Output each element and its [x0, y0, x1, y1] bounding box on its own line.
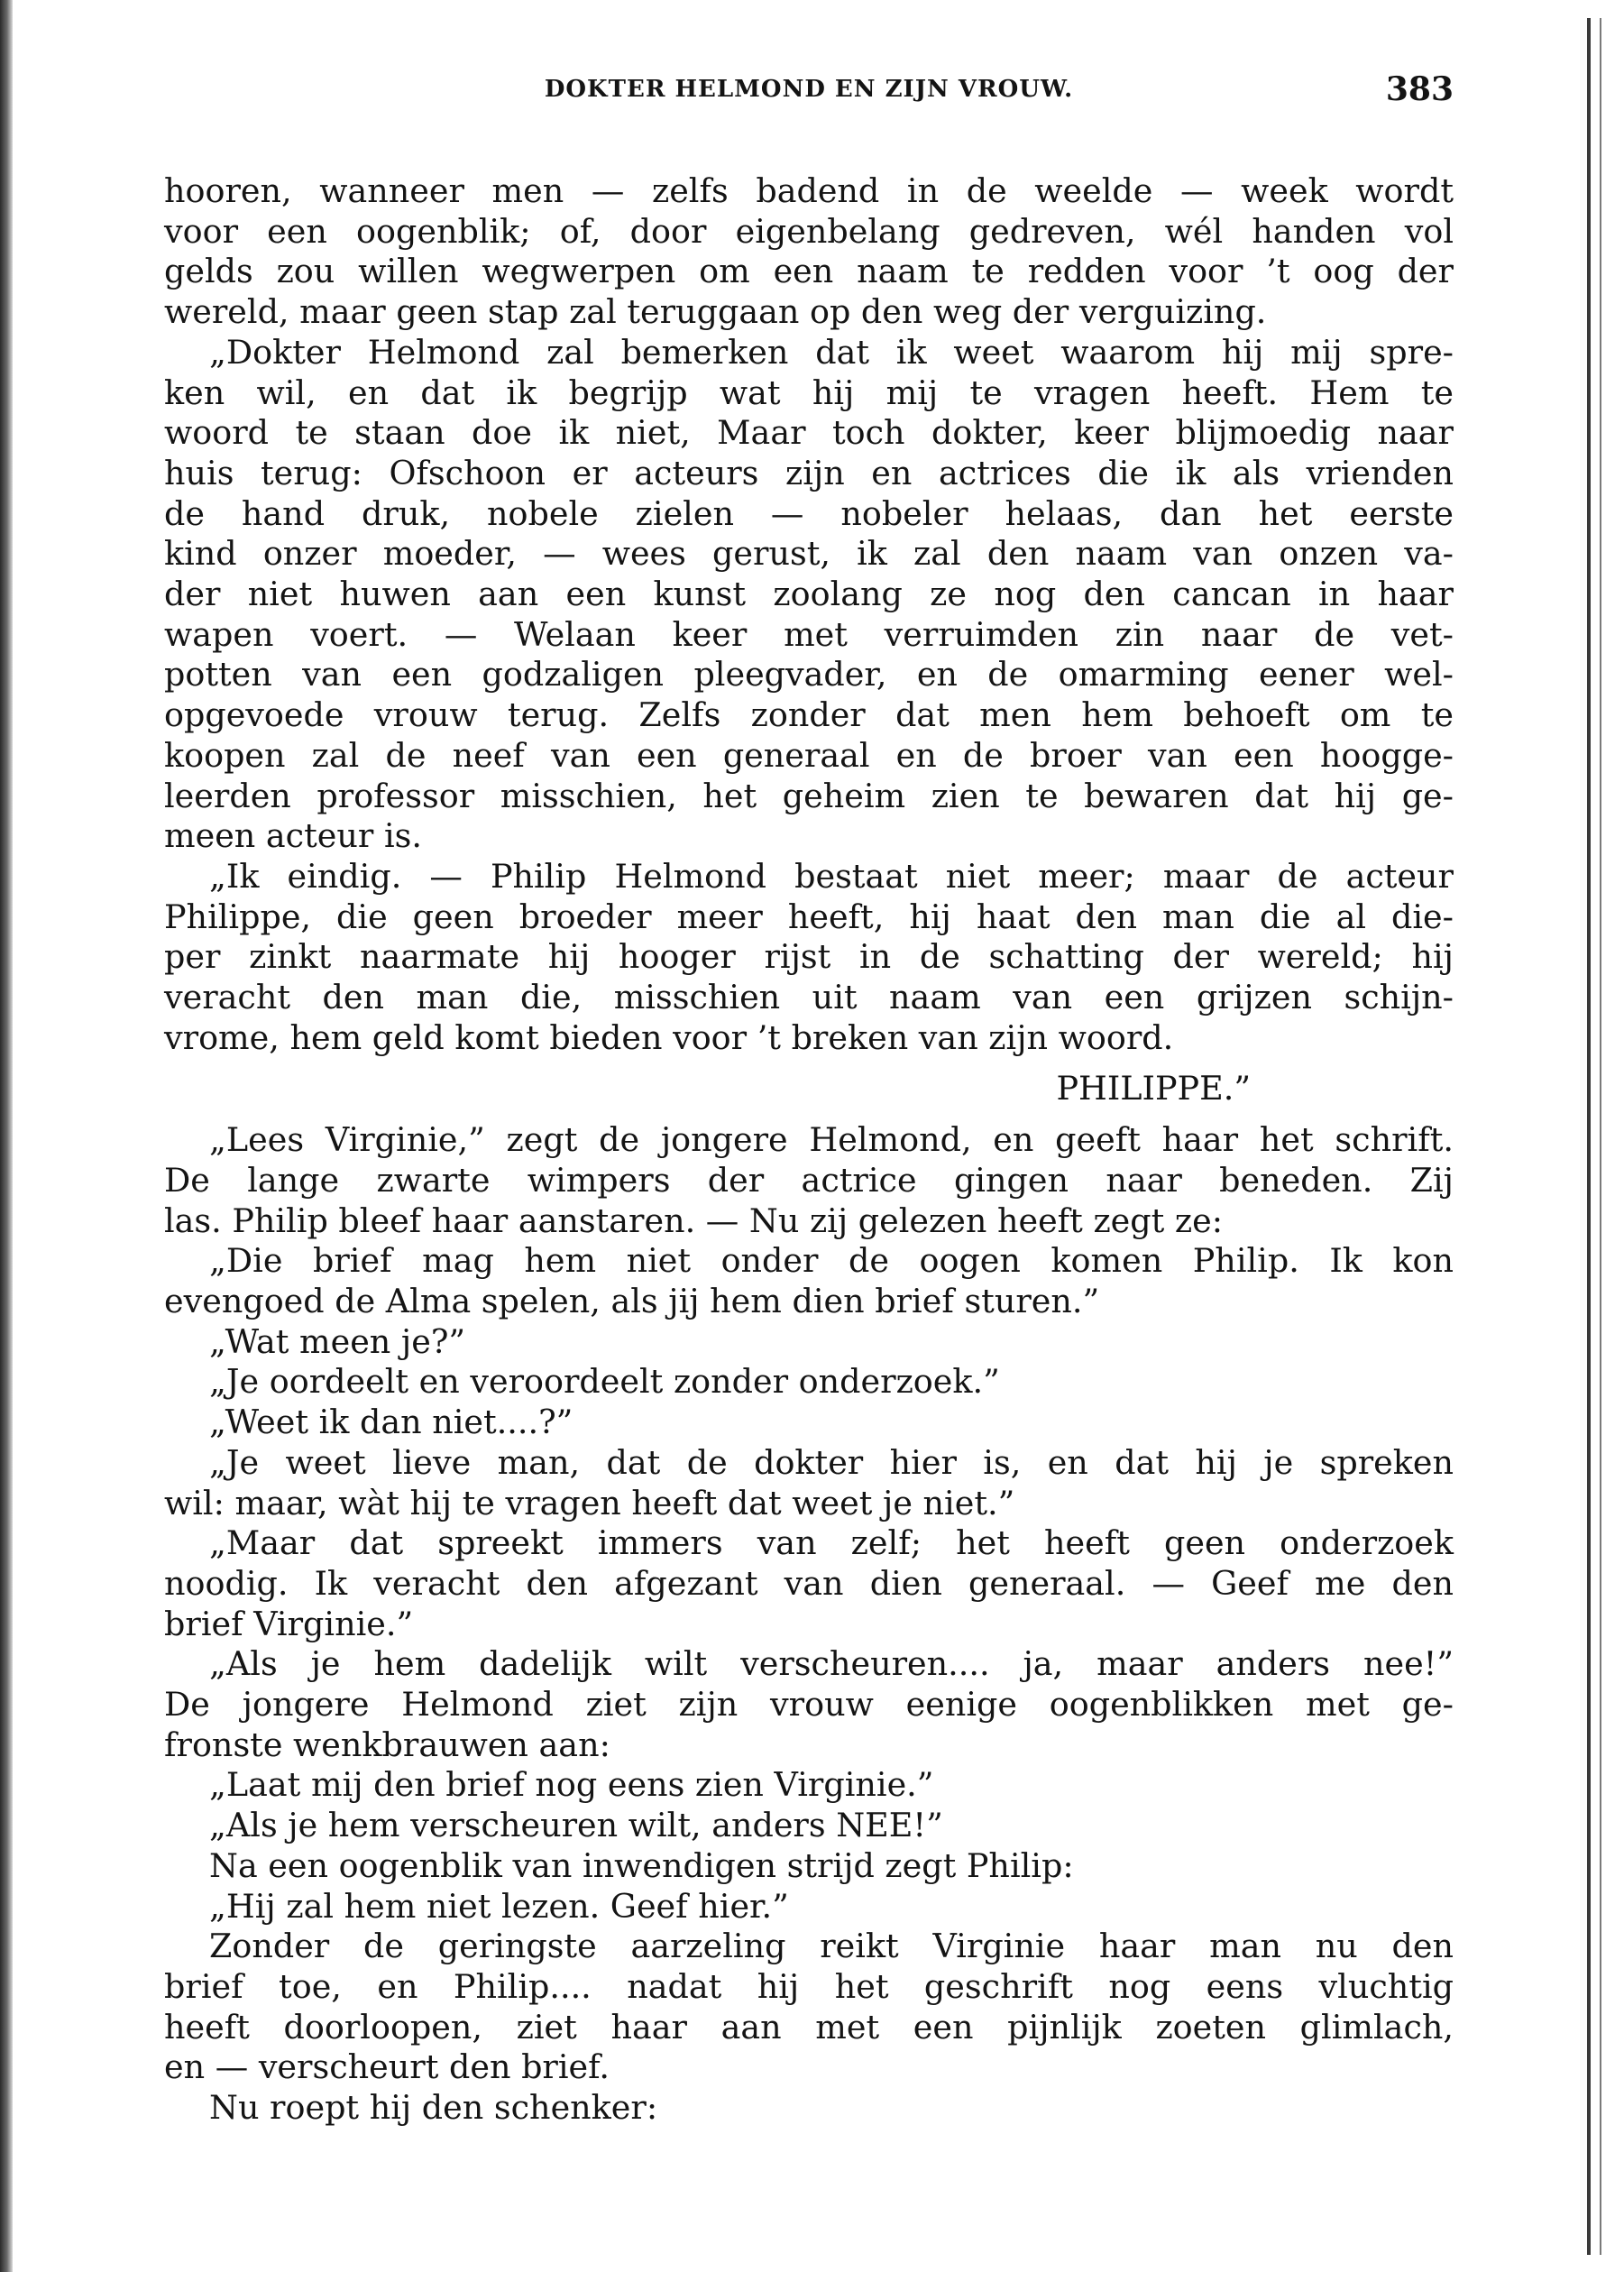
text-line: voor een oogenblik; of, door eigenbelang gedreven, wél handen vol: [164, 211, 1454, 251]
text-line: potten van een godzaligen pleegvader, en de omarming eener wel-: [164, 655, 1454, 694]
page-edge-line: [1587, 18, 1591, 2255]
text-line: ken wil, en dat ik begrijp wat hij mij te vragen heeft. Hem te: [164, 373, 1454, 412]
text-line: „Hij zal hem niet lezen. Geef hier.”: [209, 1886, 789, 1926]
text-line: vrome, hem geld komt bieden voor ’t breken van zijn woord.: [164, 1017, 1174, 1057]
page-edge-line-secondary: [1600, 18, 1601, 2255]
text-line: der niet huwen aan een kunst zoolang ze nog den cancan in haar: [164, 575, 1454, 614]
text-line: „Die brief mag hem niet onder de oogen komen Philip. Ik kon: [209, 1241, 1454, 1281]
text-line: wereld, maar geen stap zal teruggaan op den weg der verguizing.: [164, 292, 1267, 332]
text-line: koopen zal de neef van een generaal en de broer van een hoogge-: [164, 735, 1454, 775]
text-line: opgevoede vrouw terug. Zelfs zonder dat men hem behoeft om te: [164, 695, 1454, 735]
page-header: [164, 63, 1454, 117]
text-line: „Weet ik dan niet....?”: [209, 1403, 573, 1442]
text-line: noodig. Ik veracht den afgezant van dien generaal. — Geef me den: [164, 1563, 1454, 1603]
text-line: „Maar dat spreekt immers van zelf; het heeft geen onderzoek: [209, 1523, 1454, 1563]
running-title: DOKTER HELMOND EN ZIJN VROUW.: [544, 76, 1074, 103]
text-line: Na een oogenblik van inwendigen strijd zegt Philip:: [209, 1845, 1074, 1885]
book-binding-shadow: [0, 0, 13, 2272]
text-line: veracht den man die, misschien uit naam van een grijzen schijn-: [164, 978, 1454, 1017]
text-line: heeft doorloopen, ziet haar aan met een pijnlijk zoeten glimlach,: [164, 2007, 1454, 2047]
text-line: „Ik eindig. — Philip Helmond bestaat niet meer; maar de acteur: [209, 856, 1454, 896]
text-line: las. Philip bleef haar aanstaren. — Nu zij gelezen heeft zegt ze:: [164, 1200, 1224, 1240]
text-line: fronste wenkbrauwen aan:: [164, 1725, 610, 1764]
text-line: hooren, wanneer men — zelfs badend in de weelde — week wordt: [164, 171, 1454, 210]
text-line: gelds zou willen wegwerpen om een naam te redden voor ’t oog der: [164, 252, 1454, 291]
body-text: [164, 171, 1454, 2129]
text-line: „Je oordeelt en veroordeelt zonder onderzoek.”: [209, 1362, 1000, 1402]
text-line: wil: maar, wàt hij te vragen heeft dat weet je niet.”: [164, 1483, 1015, 1522]
text-line: meen acteur is.: [164, 816, 422, 856]
text-line: „Dokter Helmond zal bemerken dat ik weet waarom hij mij spre-: [209, 332, 1454, 372]
letter-signature: PHILIPPE.”: [1056, 1069, 1251, 1108]
text-line: evengoed de Alma spelen, als jij hem dien brief sturen.”: [164, 1281, 1100, 1320]
text-line: de hand druk, nobele zielen — nobeler helaas, dan het eerste: [164, 493, 1454, 533]
text-line: De lange zwarte wimpers der actrice gingen naar beneden. Zij: [164, 1160, 1454, 1200]
text-line: kind onzer moeder, — wees gerust, ik zal den naam van onzen va-: [164, 534, 1454, 574]
text-line: „Laat mij den brief nog eens zien Virginie.”: [209, 1765, 934, 1805]
text-line: De jongere Helmond ziet zijn vrouw eenige oogenblikken met ge-: [164, 1685, 1454, 1725]
text-line: „Je weet lieve man, dat de dokter hier is, en dat hij je spreken: [209, 1442, 1454, 1482]
text-line: en — verscheurt den brief.: [164, 2047, 610, 2087]
text-line: „Als je hem verscheuren wilt, anders NEE!”: [209, 1806, 943, 1845]
text-line: huis terug: Ofschoon er acteurs zijn en actrices die ik als vrienden: [164, 453, 1454, 492]
text-line: Zonder de geringste aarzeling reikt Virginie haar man nu den: [209, 1927, 1454, 1966]
text-line: „Wat meen je?”: [209, 1321, 466, 1361]
text-line: brief toe, en Philip.... nadat hij het geschrift nog eens vluchtig: [164, 1966, 1454, 2006]
text-line: woord te staan doe ik niet, Maar toch dokter, keer blijmoedig naar: [164, 413, 1454, 453]
text-line: Philippe, die geen broeder meer heeft, hij haat den man die al die-: [164, 897, 1454, 936]
text-line: per zinkt naarmate hij hooger rijst in de schatting der wereld; hij: [164, 937, 1454, 977]
text-line: wapen voert. — Welaan keer met verruimden zin naar de vet-: [164, 614, 1454, 654]
text-line: brief Virginie.”: [164, 1604, 414, 1643]
text-line: „Als je hem dadelijk wilt verscheuren.... ja, maar anders nee!”: [209, 1644, 1454, 1684]
book-page: [164, 63, 1454, 2129]
text-line: Nu roept hij den schenker:: [209, 2088, 658, 2128]
text-line: „Lees Virginie,” zegt de jongere Helmond, en geeft haar het schrift.: [209, 1120, 1454, 1160]
page-number: 383: [1385, 70, 1454, 108]
text-line: leerden professor misschien, het geheim zien te bewaren dat hij ge-: [164, 776, 1454, 815]
